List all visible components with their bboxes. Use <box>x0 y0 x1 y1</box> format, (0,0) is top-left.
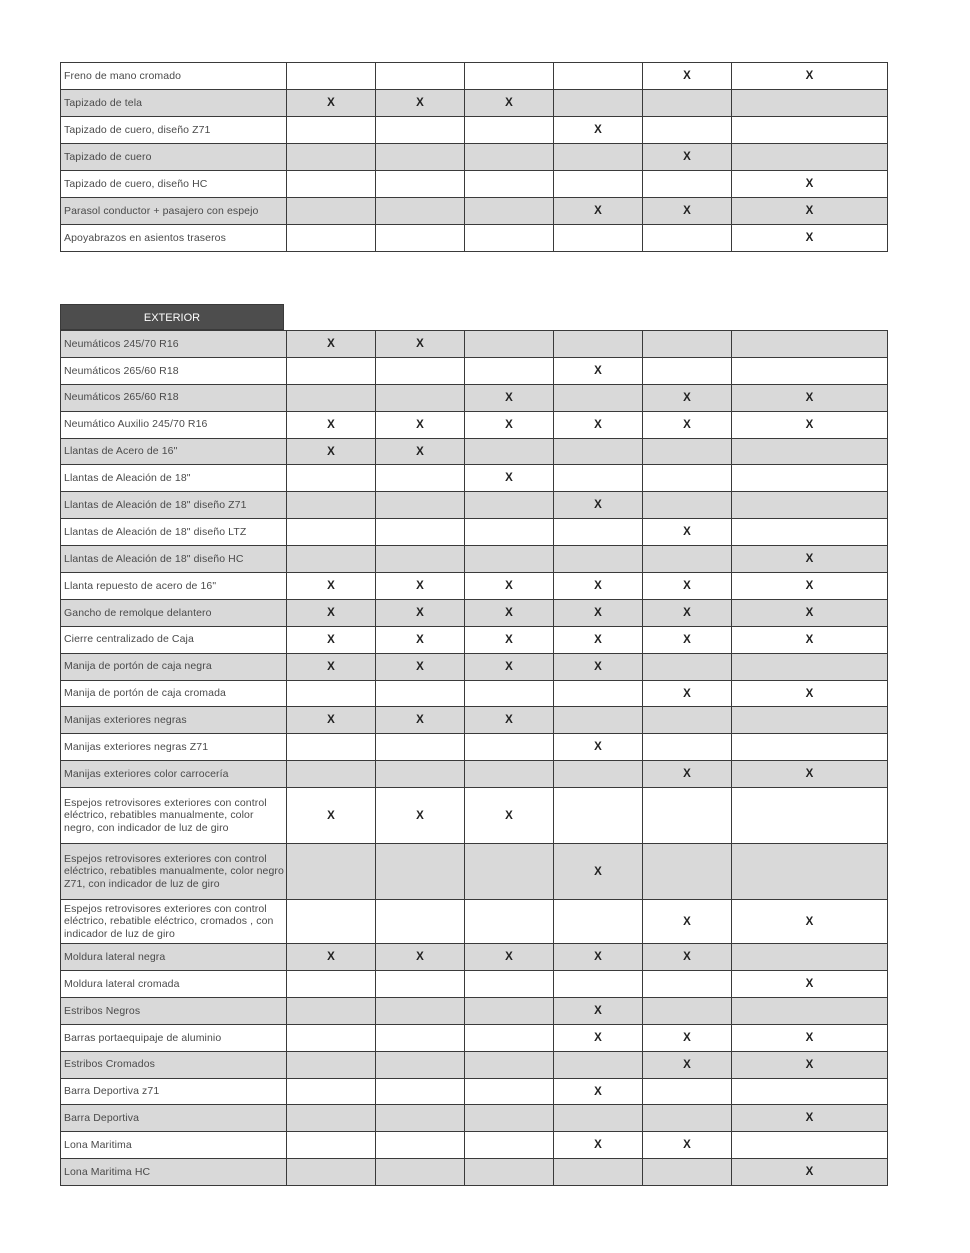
availability-mark-2 <box>376 761 465 788</box>
availability-mark-2 <box>376 680 465 707</box>
availability-mark-3 <box>465 734 554 761</box>
availability-mark-2: X <box>376 707 465 734</box>
feature-label: Llantas de Aleación de 18" diseño HC <box>61 546 287 573</box>
availability-mark-1 <box>287 465 376 492</box>
availability-mark-6 <box>732 707 888 734</box>
availability-mark-4: X <box>554 1132 643 1159</box>
availability-mark-6: X <box>732 411 888 438</box>
availability-mark-1 <box>287 198 376 225</box>
availability-mark-1: X <box>287 707 376 734</box>
availability-mark-2: X <box>376 944 465 971</box>
availability-mark-2 <box>376 492 465 519</box>
availability-mark-5 <box>643 90 732 117</box>
availability-mark-1: X <box>287 331 376 358</box>
table-row <box>61 63 888 90</box>
table-row <box>61 171 888 198</box>
availability-mark-3: X <box>465 788 554 844</box>
table-row <box>61 438 888 465</box>
availability-mark-3: X <box>465 465 554 492</box>
availability-mark-1 <box>287 1024 376 1051</box>
availability-mark-4: X <box>554 411 643 438</box>
availability-mark-3 <box>465 1078 554 1105</box>
availability-mark-5: X <box>643 411 732 438</box>
availability-mark-3 <box>465 546 554 573</box>
availability-mark-4: X <box>554 734 643 761</box>
availability-mark-3 <box>465 997 554 1024</box>
availability-mark-1 <box>287 519 376 546</box>
availability-mark-6: X <box>732 626 888 653</box>
availability-mark-4: X <box>554 944 643 971</box>
table-row <box>61 1159 888 1186</box>
availability-mark-1 <box>287 997 376 1024</box>
availability-mark-5 <box>643 653 732 680</box>
availability-mark-4 <box>554 519 643 546</box>
availability-mark-5 <box>643 707 732 734</box>
availability-mark-1: X <box>287 653 376 680</box>
availability-mark-6: X <box>732 900 888 944</box>
availability-mark-5 <box>643 844 732 900</box>
availability-mark-2: X <box>376 599 465 626</box>
availability-mark-2 <box>376 734 465 761</box>
availability-mark-5: X <box>643 198 732 225</box>
table-row <box>61 411 888 438</box>
availability-mark-3: X <box>465 573 554 600</box>
availability-mark-5 <box>643 117 732 144</box>
availability-mark-3 <box>465 171 554 198</box>
feature-label: Barras portaequipaje de aluminio <box>61 1024 287 1051</box>
interior-rows <box>61 63 888 252</box>
availability-mark-1 <box>287 1159 376 1186</box>
availability-mark-6 <box>732 465 888 492</box>
availability-mark-4 <box>554 171 643 198</box>
availability-mark-6: X <box>732 1159 888 1186</box>
availability-mark-4: X <box>554 653 643 680</box>
availability-mark-5: X <box>643 144 732 171</box>
availability-mark-6: X <box>732 1105 888 1132</box>
availability-mark-3 <box>465 117 554 144</box>
availability-mark-1 <box>287 1078 376 1105</box>
table-row <box>61 546 888 573</box>
feature-label: Neumático Auxilio 245/70 R16 <box>61 411 287 438</box>
feature-label: Llantas de Acero de 16" <box>61 438 287 465</box>
availability-mark-4 <box>554 465 643 492</box>
availability-mark-6 <box>732 944 888 971</box>
feature-label: Tapizado de tela <box>61 90 287 117</box>
feature-label: Manija de portón de caja cromada <box>61 680 287 707</box>
availability-mark-5: X <box>643 1024 732 1051</box>
feature-label: Neumáticos 265/60 R18 <box>61 384 287 411</box>
availability-mark-2 <box>376 384 465 411</box>
feature-label: Parasol conductor + pasajero con espejo <box>61 198 287 225</box>
availability-mark-2: X <box>376 438 465 465</box>
availability-mark-6 <box>732 997 888 1024</box>
availability-mark-4 <box>554 384 643 411</box>
table-row <box>61 90 888 117</box>
availability-mark-6: X <box>732 599 888 626</box>
feature-label: Manija de portón de caja negra <box>61 653 287 680</box>
availability-mark-6 <box>732 844 888 900</box>
availability-mark-3 <box>465 1051 554 1078</box>
availability-mark-3: X <box>465 599 554 626</box>
availability-mark-5 <box>643 788 732 844</box>
availability-mark-5 <box>643 1078 732 1105</box>
table-row <box>61 357 888 384</box>
availability-mark-1 <box>287 546 376 573</box>
availability-mark-3: X <box>465 411 554 438</box>
availability-mark-1: X <box>287 90 376 117</box>
availability-mark-1: X <box>287 599 376 626</box>
availability-mark-6 <box>732 1132 888 1159</box>
availability-mark-3 <box>465 900 554 944</box>
availability-mark-5 <box>643 465 732 492</box>
availability-mark-2 <box>376 519 465 546</box>
availability-mark-6 <box>732 438 888 465</box>
availability-mark-5: X <box>643 63 732 90</box>
availability-mark-1 <box>287 900 376 944</box>
availability-mark-2 <box>376 117 465 144</box>
availability-mark-2 <box>376 1051 465 1078</box>
table-row <box>61 971 888 998</box>
table-row <box>61 626 888 653</box>
availability-mark-1 <box>287 171 376 198</box>
availability-mark-5 <box>643 225 732 252</box>
availability-mark-2: X <box>376 411 465 438</box>
feature-label: Lona Maritima HC <box>61 1159 287 1186</box>
table-row <box>61 761 888 788</box>
feature-label: Manijas exteriores negras <box>61 707 287 734</box>
availability-mark-4: X <box>554 573 643 600</box>
feature-label: Tapizado de cuero, diseño HC <box>61 171 287 198</box>
availability-mark-2 <box>376 225 465 252</box>
exterior-section-header: EXTERIOR <box>60 304 284 330</box>
availability-mark-3: X <box>465 653 554 680</box>
availability-mark-1: X <box>287 411 376 438</box>
availability-mark-5: X <box>643 573 732 600</box>
availability-mark-5: X <box>643 519 732 546</box>
availability-mark-5 <box>643 171 732 198</box>
feature-label: Llantas de Aleación de 18" diseño Z71 <box>61 492 287 519</box>
availability-mark-4: X <box>554 492 643 519</box>
availability-mark-5 <box>643 546 732 573</box>
availability-mark-1 <box>287 357 376 384</box>
availability-mark-5 <box>643 357 732 384</box>
availability-mark-4 <box>554 90 643 117</box>
table-row <box>61 734 888 761</box>
availability-mark-3 <box>465 144 554 171</box>
availability-mark-4 <box>554 1051 643 1078</box>
table-row <box>61 680 888 707</box>
availability-mark-5: X <box>643 761 732 788</box>
availability-mark-2 <box>376 144 465 171</box>
availability-mark-6: X <box>732 171 888 198</box>
availability-mark-6 <box>732 117 888 144</box>
availability-mark-2: X <box>376 573 465 600</box>
availability-mark-1 <box>287 225 376 252</box>
feature-label: Gancho de remolque delantero <box>61 599 287 626</box>
table-row <box>61 492 888 519</box>
availability-mark-6 <box>732 1078 888 1105</box>
availability-mark-4 <box>554 144 643 171</box>
availability-mark-3 <box>465 1132 554 1159</box>
exterior-equipment-table <box>60 330 888 1186</box>
table-row <box>61 465 888 492</box>
availability-mark-6 <box>732 734 888 761</box>
availability-mark-6: X <box>732 63 888 90</box>
availability-mark-4: X <box>554 997 643 1024</box>
feature-label: Freno de mano cromado <box>61 63 287 90</box>
feature-label: Tapizado de cuero, diseño Z71 <box>61 117 287 144</box>
availability-mark-2 <box>376 844 465 900</box>
availability-mark-2 <box>376 900 465 944</box>
availability-mark-1 <box>287 492 376 519</box>
availability-mark-6: X <box>732 680 888 707</box>
feature-label: Neumáticos 245/70 R16 <box>61 331 287 358</box>
availability-mark-2 <box>376 971 465 998</box>
availability-mark-3 <box>465 198 554 225</box>
availability-mark-6 <box>732 788 888 844</box>
table-row <box>61 788 888 844</box>
availability-mark-5 <box>643 492 732 519</box>
availability-mark-6: X <box>732 1051 888 1078</box>
availability-mark-1 <box>287 971 376 998</box>
availability-mark-5 <box>643 438 732 465</box>
availability-mark-5 <box>643 1105 732 1132</box>
table-row <box>61 331 888 358</box>
availability-mark-4 <box>554 1159 643 1186</box>
availability-mark-2 <box>376 1024 465 1051</box>
availability-mark-6: X <box>732 546 888 573</box>
availability-mark-6: X <box>732 384 888 411</box>
availability-mark-1 <box>287 384 376 411</box>
availability-mark-4 <box>554 225 643 252</box>
availability-mark-3 <box>465 519 554 546</box>
availability-mark-1: X <box>287 788 376 844</box>
availability-mark-6: X <box>732 225 888 252</box>
availability-mark-6 <box>732 331 888 358</box>
availability-mark-4 <box>554 1105 643 1132</box>
availability-mark-2 <box>376 198 465 225</box>
table-row <box>61 384 888 411</box>
availability-mark-3 <box>465 971 554 998</box>
availability-mark-5: X <box>643 1132 732 1159</box>
feature-label: Moldura lateral cromada <box>61 971 287 998</box>
feature-label: Lona Maritima <box>61 1132 287 1159</box>
table-row <box>61 599 888 626</box>
availability-mark-3: X <box>465 944 554 971</box>
feature-label: Llantas de Aleación de 18" diseño LTZ <box>61 519 287 546</box>
availability-mark-6 <box>732 357 888 384</box>
availability-mark-4: X <box>554 1024 643 1051</box>
availability-mark-3 <box>465 844 554 900</box>
availability-mark-6: X <box>732 1024 888 1051</box>
availability-mark-4: X <box>554 198 643 225</box>
availability-mark-6 <box>732 653 888 680</box>
availability-mark-2 <box>376 997 465 1024</box>
feature-label: Neumáticos 265/60 R18 <box>61 357 287 384</box>
availability-mark-1 <box>287 1132 376 1159</box>
feature-label: Cierre centralizado de Caja <box>61 626 287 653</box>
availability-mark-6: X <box>732 198 888 225</box>
table-row <box>61 1132 888 1159</box>
availability-mark-1: X <box>287 944 376 971</box>
feature-label: Manijas exteriores negras Z71 <box>61 734 287 761</box>
availability-mark-2 <box>376 1132 465 1159</box>
availability-mark-1 <box>287 1051 376 1078</box>
table-row <box>61 844 888 900</box>
availability-mark-4 <box>554 438 643 465</box>
availability-mark-6 <box>732 492 888 519</box>
availability-mark-3 <box>465 331 554 358</box>
availability-mark-2 <box>376 357 465 384</box>
availability-mark-5 <box>643 1159 732 1186</box>
availability-mark-2: X <box>376 626 465 653</box>
availability-mark-6: X <box>732 761 888 788</box>
availability-mark-6 <box>732 519 888 546</box>
availability-mark-4 <box>554 331 643 358</box>
availability-mark-5: X <box>643 900 732 944</box>
feature-label: Manijas exteriores color carrocería <box>61 761 287 788</box>
availability-mark-6: X <box>732 971 888 998</box>
availability-mark-3 <box>465 1105 554 1132</box>
table-row <box>61 653 888 680</box>
table-row <box>61 117 888 144</box>
feature-label: Espejos retrovisores exteriores con control eléctrico, rebatible eléctrico, cromados , con indicador de luz de giro <box>61 900 287 944</box>
availability-mark-1: X <box>287 573 376 600</box>
availability-mark-1 <box>287 117 376 144</box>
availability-mark-5: X <box>643 944 732 971</box>
availability-mark-4 <box>554 707 643 734</box>
table-row <box>61 225 888 252</box>
availability-mark-2 <box>376 1078 465 1105</box>
availability-mark-1 <box>287 761 376 788</box>
feature-label: Moldura lateral negra <box>61 944 287 971</box>
availability-mark-3 <box>465 357 554 384</box>
availability-mark-1 <box>287 1105 376 1132</box>
availability-mark-2: X <box>376 788 465 844</box>
feature-label: Espejos retrovisores exteriores con control eléctrico, rebatibles manualmente, color negro Z71, con indicador de luz de giro <box>61 844 287 900</box>
feature-label: Apoyabrazos en asientos traseros <box>61 225 287 252</box>
availability-mark-3 <box>465 63 554 90</box>
availability-mark-3 <box>465 1024 554 1051</box>
feature-label: Tapizado de cuero <box>61 144 287 171</box>
table-row <box>61 1024 888 1051</box>
feature-label: Llantas de Aleación de 18" <box>61 465 287 492</box>
availability-mark-2 <box>376 465 465 492</box>
availability-mark-2 <box>376 1105 465 1132</box>
availability-mark-5 <box>643 997 732 1024</box>
availability-mark-5: X <box>643 599 732 626</box>
availability-mark-4: X <box>554 599 643 626</box>
table-row <box>61 144 888 171</box>
availability-mark-2 <box>376 171 465 198</box>
feature-label: Barra Deportiva <box>61 1105 287 1132</box>
table-row <box>61 900 888 944</box>
availability-mark-4: X <box>554 117 643 144</box>
availability-mark-3: X <box>465 384 554 411</box>
availability-mark-5 <box>643 331 732 358</box>
availability-mark-1: X <box>287 438 376 465</box>
availability-mark-1 <box>287 844 376 900</box>
feature-label: Barra Deportiva z71 <box>61 1078 287 1105</box>
availability-mark-2 <box>376 546 465 573</box>
availability-mark-3 <box>465 761 554 788</box>
availability-mark-2: X <box>376 90 465 117</box>
availability-mark-1 <box>287 680 376 707</box>
feature-label: Estribos Cromados <box>61 1051 287 1078</box>
exterior-rows <box>61 331 888 1186</box>
availability-mark-5 <box>643 971 732 998</box>
availability-mark-6: X <box>732 573 888 600</box>
feature-label: Espejos retrovisores exteriores con control eléctrico, rebatibles manualmente, color negro, con indicador de luz de giro <box>61 788 287 844</box>
availability-mark-3 <box>465 1159 554 1186</box>
availability-mark-6 <box>732 90 888 117</box>
availability-mark-3 <box>465 225 554 252</box>
availability-mark-2: X <box>376 331 465 358</box>
table-row <box>61 1051 888 1078</box>
availability-mark-3: X <box>465 90 554 117</box>
table-row <box>61 519 888 546</box>
availability-mark-3 <box>465 680 554 707</box>
availability-mark-1 <box>287 63 376 90</box>
availability-mark-4: X <box>554 1078 643 1105</box>
availability-mark-1: X <box>287 626 376 653</box>
table-row <box>61 707 888 734</box>
table-row <box>61 573 888 600</box>
availability-mark-4 <box>554 900 643 944</box>
availability-mark-5: X <box>643 1051 732 1078</box>
availability-mark-5: X <box>643 626 732 653</box>
availability-mark-6 <box>732 144 888 171</box>
availability-mark-5 <box>643 734 732 761</box>
availability-mark-4 <box>554 788 643 844</box>
table-row <box>61 198 888 225</box>
availability-mark-2 <box>376 1159 465 1186</box>
availability-mark-4: X <box>554 357 643 384</box>
table-row <box>61 1105 888 1132</box>
availability-mark-2 <box>376 63 465 90</box>
availability-mark-3 <box>465 438 554 465</box>
table-row <box>61 1078 888 1105</box>
availability-mark-4 <box>554 546 643 573</box>
availability-mark-4 <box>554 761 643 788</box>
availability-mark-5: X <box>643 384 732 411</box>
availability-mark-1 <box>287 734 376 761</box>
availability-mark-4 <box>554 680 643 707</box>
availability-mark-3 <box>465 492 554 519</box>
availability-mark-4 <box>554 63 643 90</box>
availability-mark-3: X <box>465 626 554 653</box>
table-row <box>61 997 888 1024</box>
availability-mark-4: X <box>554 626 643 653</box>
availability-mark-1 <box>287 144 376 171</box>
availability-mark-4: X <box>554 844 643 900</box>
feature-label: Llanta repuesto de acero de 16" <box>61 573 287 600</box>
availability-mark-4 <box>554 971 643 998</box>
table-row <box>61 944 888 971</box>
availability-mark-3: X <box>465 707 554 734</box>
availability-mark-5: X <box>643 680 732 707</box>
feature-label: Estribos Negros <box>61 997 287 1024</box>
interior-equipment-table <box>60 62 888 252</box>
availability-mark-2: X <box>376 653 465 680</box>
